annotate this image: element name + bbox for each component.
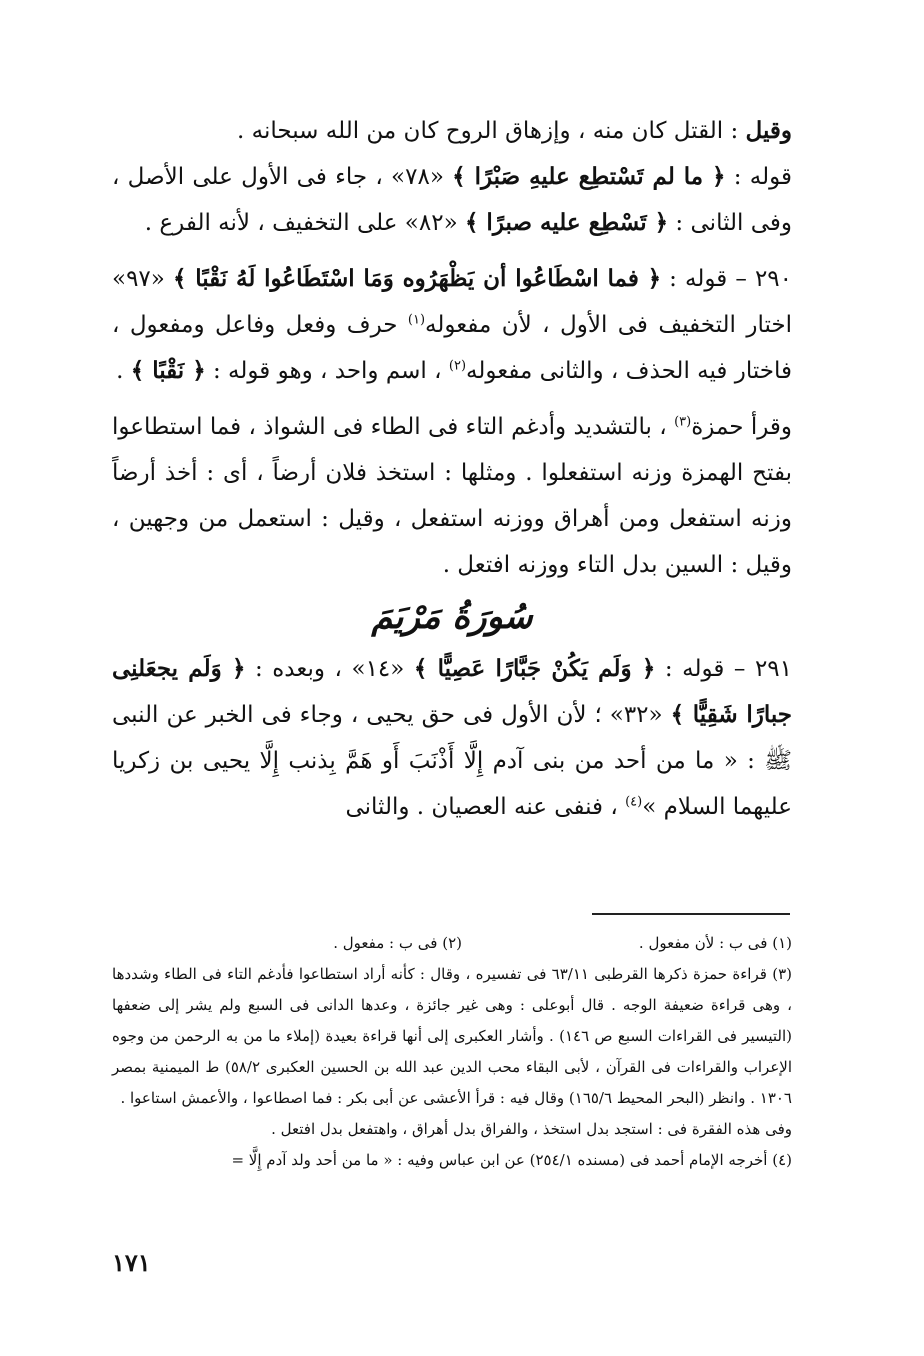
paragraph-text: «١٤» ، وبعده : xyxy=(245,656,414,682)
quran-quote: ﴿ وَلَم يَكُنْ جَبَّارًا عَصِيًّا ﴾ xyxy=(413,655,656,682)
paragraph-4 xyxy=(112,404,792,588)
paragraph-text: «٨٢» على التخفيف ، لأنه الفرع . xyxy=(144,210,465,236)
footnote-2: (٢) فى ب : مفعول . xyxy=(333,934,462,952)
paragraph-text: ، اسم واحد ، وهو قوله : xyxy=(205,358,449,384)
paragraph-text: ، بالتشديد وأدغم التاء فى الطاء فى الشواذ ، فما استطاعوا بفتح الهمزة وزنه استفعلوا . ومثلها : استخذ فلان أرضاً ، أى : أخذ أرضاً وزنه استفعل ومن أهراق ووزنه استفعل ، وقيل : استعمل من وجهين ، وقيل : السين بدل التاء ووزنه افتعل . xyxy=(112,414,792,578)
main-text xyxy=(112,108,792,830)
footnote-4: (٤) أخرجه الإمام أحمد فى (مسنده ٢٥٤/١) عن ابن عباس وفيه : « ما من أحد ولد آدم إِلَّا = xyxy=(231,1151,792,1169)
footnote-divider xyxy=(592,913,790,915)
paragraph-text: : القتل كان منه ، وإزهاق الروح كان من الله سبحانه . xyxy=(237,118,746,144)
footnotes xyxy=(112,928,792,1176)
paragraph-text: «٣٢» ؛ لأن الأول فى حق يحيى ، وجاء فى الخبر عن النبى ﷺ : « ما من أحد من بنى آدم إِلَّا أَذْنَبَ أَو هَمَّ بِذنب إِلَّا يحيى بن زكريا عليهما السلام » xyxy=(112,702,792,820)
paragraph-text: حرف وفعل وفاعل ومفعول ، فاختار فيه الحذف ، والثانى مفعوله xyxy=(112,312,792,384)
quran-quote: ﴿ تَسْطِع عليه صبرًا ﴾ xyxy=(464,209,669,236)
footnote-ref: (٣) xyxy=(674,414,692,430)
paragraph-text: «٧٨» ، جاء فى الأول على الأصل ، وفى الثانى : xyxy=(112,164,792,236)
paragraph-text: قوله : xyxy=(725,164,792,190)
lead-word: وقيل xyxy=(745,117,792,144)
footnote-ref: (٤) xyxy=(625,794,643,810)
paragraph-text: ٢٩٠ – قوله : xyxy=(661,266,792,292)
paragraph-text: . xyxy=(116,358,131,384)
paragraph-text: ٢٩١ – قوله : xyxy=(655,656,792,682)
footnote-ref: (٢) xyxy=(448,358,467,374)
quran-quote: ﴿ ما لم تَسْتطِع عليهِ صَبْرًا ﴾ xyxy=(452,163,726,190)
page-number: ١٧١ xyxy=(112,1248,151,1277)
footnote-3: (٣) قراءة حمزة ذكرها القرطبى ٦٣/١١ فى تفسيره ، وقال : كأنه أراد استطاعوا فأدغم التاء فى الطاء وشددها ، وهى قراءة ضعيفة الوجه . قال أبوعلى : وهى غير جائزة ، وعدها الدانى فى السبع ولم يشر إلى ضعفها (التيسير فى القراءات السبع ص ١٤٦) . وأشار العكبرى إلى أنها قراءة بعيدة (إملاء ما من به الرحمن من وجوه الإعراب والقراءات فى القرآن ، لأبى البقاء محب الدين عبد الله بن الحسين العكبرى ٥٨/٢) ط الميمنية بمصر ١٣٠٦ . وانظر (البحر المحيط ١٦٥/٦) وقال فيه : قرأ الأعشى عن أبى بكر : فما اصطاعوا ، والأعمش استاعوا . xyxy=(112,965,792,1107)
quran-quote: ﴿ وَلَم يجعَلنِى جبارًا شَقِيًّا ﴾ xyxy=(112,655,792,728)
footnote-ref: (١) xyxy=(407,312,426,328)
footnote-3-continued: وفى هذه الفقرة فى : استجد بدل استخذ ، والفراق بدل أهراق ، واهتفعل بدل افتعل . xyxy=(271,1120,792,1138)
paragraph-291 xyxy=(112,646,792,830)
paragraph-1 xyxy=(112,108,792,154)
paragraph-text: وقرأ حمزة xyxy=(691,414,792,440)
quran-quote: ﴿ نَقْبًا ﴾ xyxy=(130,357,206,384)
paragraph-290 xyxy=(112,256,792,394)
footnote-row xyxy=(112,928,792,959)
paragraph-text: ، فنفى عنه العصيان . والثانى xyxy=(345,794,626,820)
surah-title: سُورَةُ مَرْيَمَ xyxy=(371,597,533,637)
paragraph-text: «٩٧» اختار التخفيف فى الأول ، لأن مفعوله xyxy=(112,266,792,338)
quran-quote: ﴿ فما اسْطَاعُوا أن يَظْهَرُوه وَمَا اسْتَطَاعُوا لَهُ نَقْبًا ﴾ xyxy=(172,265,662,292)
paragraph-2 xyxy=(112,154,792,246)
footnote-1: (١) فى ب : لأن مفعول . xyxy=(638,934,792,952)
